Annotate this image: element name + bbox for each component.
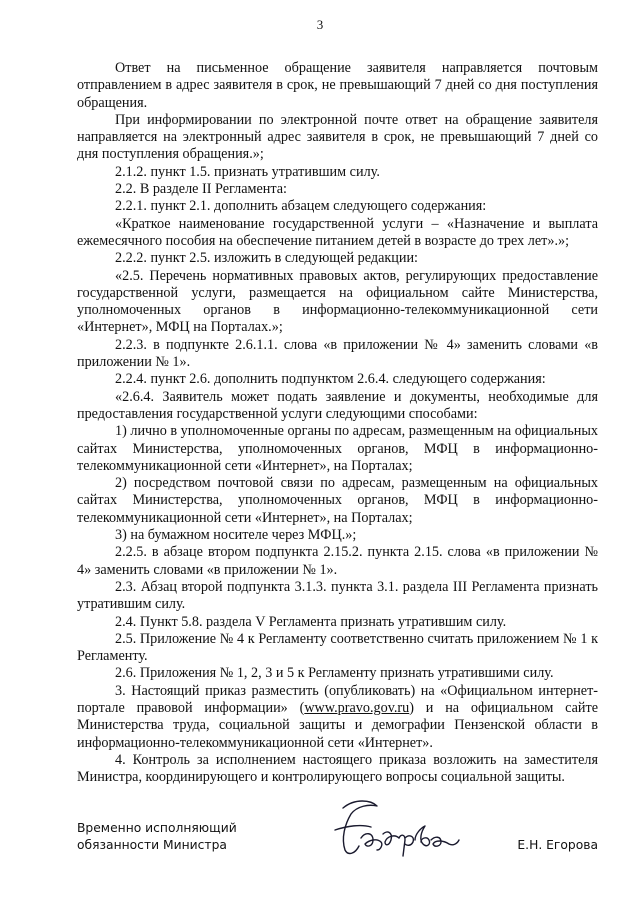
paragraph: «2.6.4. Заявитель может подать заявление и документы, необходимые для предоставления государственной услуги следующими способами:	[77, 388, 598, 422]
signatory-title-line-1: Временно исполняющий	[77, 821, 237, 835]
publication-text-before: 3. Настоящий приказ разместить (опубликовать) на «Официальном интернет-портале правовой информации» (	[77, 682, 598, 716]
paragraph: 2.5. Приложение № 4 к Регламенту соответственно считать приложением № 1 к Регламенту.	[77, 630, 598, 665]
control-paragraph: 4. Контроль за исполнением настоящего приказа возложить на заместителя Министра, координирующего и контролирующего вопросы социальной защиты.	[77, 751, 598, 786]
paragraph: 2.2. В разделе II Регламента:	[115, 181, 287, 198]
handwritten-signature	[321, 794, 461, 860]
paragraph: При информировании по электронной почте ответ на обращение заявителя направляется на электронный адрес заявителя в срок, не превышающий 7 дней со дня поступления обращения.»;	[77, 111, 598, 163]
paragraph: 2) посредством почтовой связи по адресам, размещенным на официальных сайтах Министерства, уполномоченных органов, МФЦ в информационно-телекоммуникационной сети «Интернет», на Порталах;	[77, 475, 598, 526]
paragraph: 2.4. Пункт 5.8. раздела V Регламента признать утратившим силу.	[115, 613, 507, 630]
paragraph: 2.6. Приложения № 1, 2, 3 и 5 к Регламенту признать утратившими силу.	[115, 665, 554, 682]
signatory-name: Е.Н. Егорова	[517, 838, 598, 852]
page-number: 3	[316, 17, 324, 32]
paragraph: 2.3. Абзац второй подпункта 3.1.3. пункта 3.1. раздела III Регламента признать утратившим силу.	[77, 578, 598, 613]
paragraph: 2.1.2. пункт 1.5. признать утратившим силу.	[115, 163, 380, 180]
paragraph: 2.2.2. пункт 2.5. изложить в следующей редакции:	[115, 250, 418, 267]
pravo-link[interactable]: www.pravo.gov.ru	[304, 699, 410, 716]
paragraph: Ответ на письменное обращение заявителя направляется почтовым отправлением в адрес заявителя в срок, не превышающий 7 дней со дня поступления обращения.	[77, 60, 598, 111]
signature-block	[77, 820, 598, 870]
paragraph: 2.2.5. в абзаце втором подпункта 2.15.2. пункта 2.15. слова «в приложении № 4» заменить словами «в приложении № 1».	[77, 544, 598, 578]
paragraph: 2.2.3. в подпункте 2.6.1.1. слова «в приложении № 4» заменить словами «в приложении № 1».	[77, 336, 598, 371]
document-body	[77, 60, 598, 786]
paragraph: 2.2.1. пункт 2.1. дополнить абзацем следующего содержания:	[115, 198, 487, 215]
paragraph: 2.2.4. пункт 2.6. дополнить подпунктом 2.6.4. следующего содержания:	[115, 371, 546, 388]
paragraph: 1) лично в уполномоченные органы по адресам, размещенным на официальных сайтах Министерства, уполномоченных органов, МФЦ в информационно-телекоммуникационной сети «Интернет», на Порталах;	[77, 423, 598, 474]
signatory-title-line-2: обязанности Министра	[77, 838, 227, 852]
signatory-title	[77, 820, 237, 854]
publication-text-after: ) и на официальном сайте Министерства труда, социальной защиты и демографии Пензенской области в информационно-телекоммуникационной сети «Интернет».	[77, 699, 599, 751]
paragraph: «2.5. Перечень нормативных правовых актов, регулирующих предоставление государственной услуги, размещается на официальном сайте Министерства, уполномоченных органов в информационно-телекоммуникационной сети «Интернет», МФЦ на Порталах.»;	[77, 267, 598, 336]
paragraph: 3) на бумажном носителе через МФЦ.»;	[115, 527, 357, 544]
publication-paragraph	[77, 683, 598, 752]
paragraph: «Краткое наименование государственной услуги – «Назначение и выплата ежемесячного пособия на обеспечение питанием детей в возрасте до трех лет».»;	[77, 215, 598, 249]
